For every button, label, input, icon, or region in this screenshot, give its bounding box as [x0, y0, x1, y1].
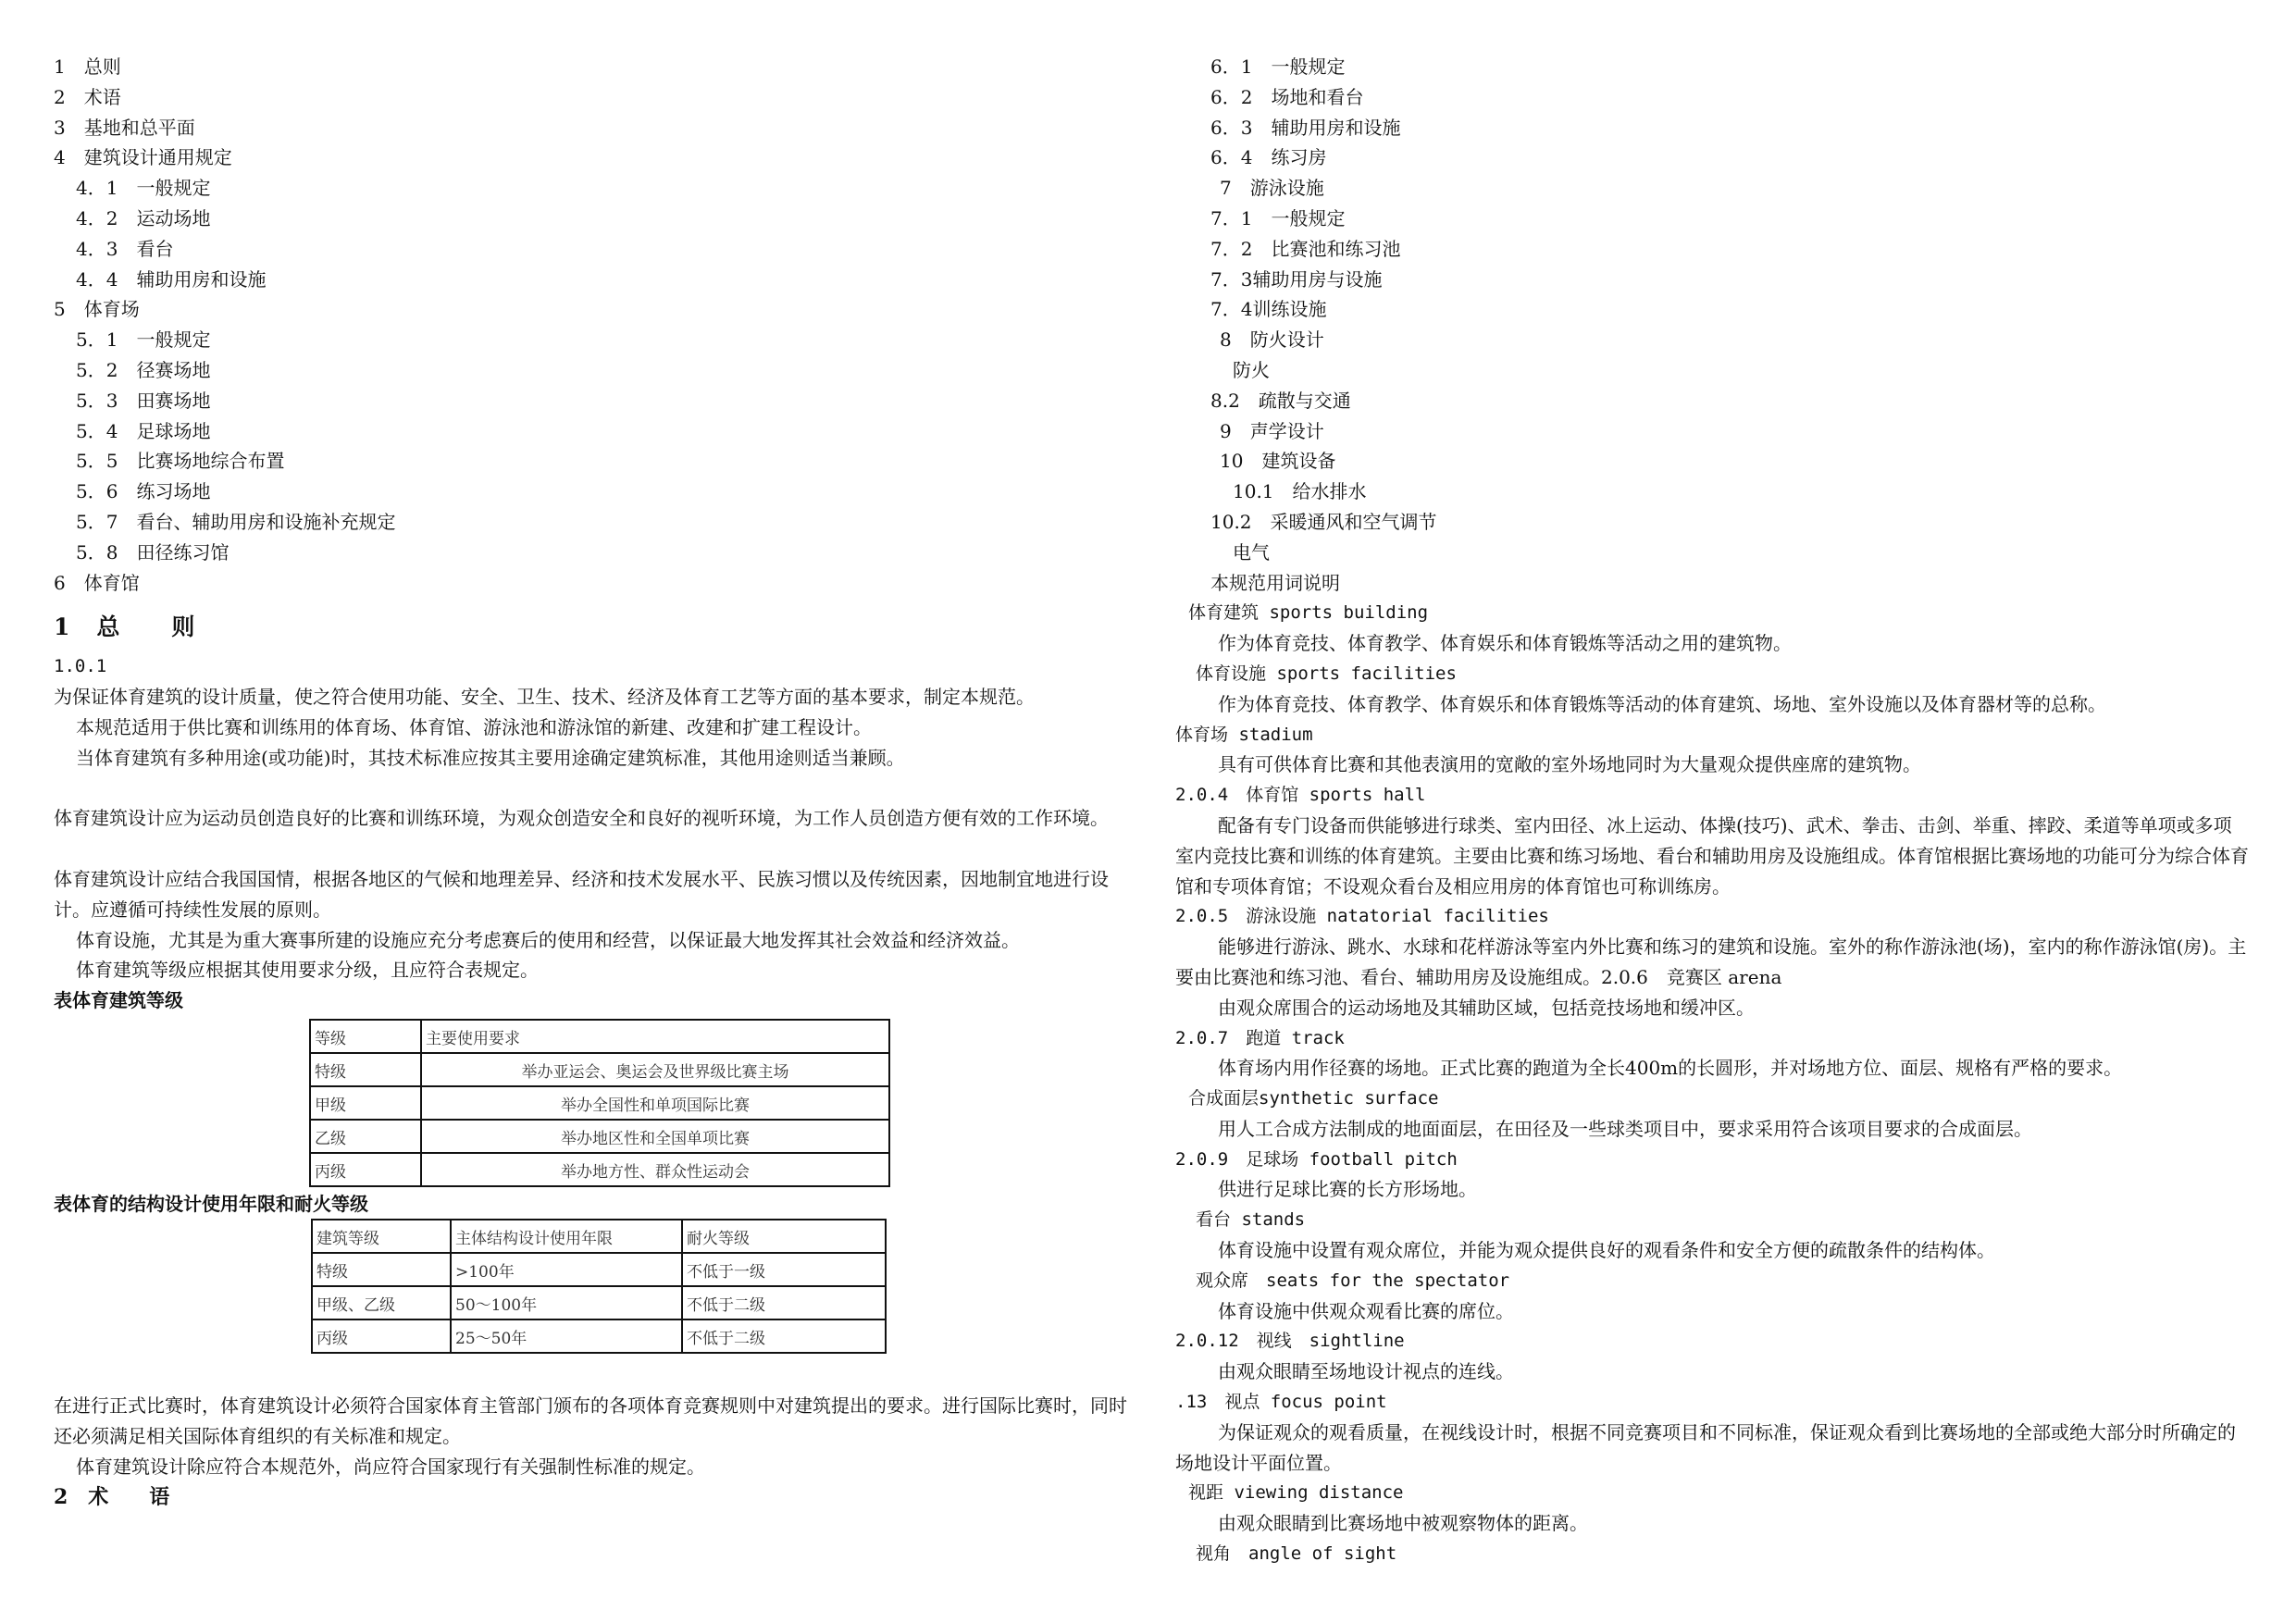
structure-life-table: [311, 1219, 887, 1354]
toc-entry: 5．5 比赛场地综合布置: [76, 450, 285, 473]
term-heading: 合成面层synthetic surface: [1188, 1088, 1439, 1109]
toc-entry: 4．3 看台: [76, 237, 174, 260]
table-row: [312, 1286, 886, 1319]
toc-entry: 8 防火设计: [1220, 328, 1324, 352]
toc-entry: 7 游泳设施: [1220, 177, 1324, 200]
term-heading: 体育建筑 sports building: [1188, 602, 1429, 624]
term-definition: 由观众席围合的运动场地及其辅助区域，包括竞技场地和缓冲区。: [1218, 996, 1755, 1019]
table-cell: 甲级: [310, 1086, 421, 1120]
toc-entry: 7．4训练设施: [1210, 298, 1327, 321]
term-heading: 2.0.5 游泳设施 natatorial facilities: [1175, 906, 1549, 927]
table-cell: 25～50年: [451, 1319, 682, 1353]
term-definition: 配备有专门设备而供能够进行球类、室内田径、冰上运动、体操(技巧)、武术、拳击、击剑、举重、摔跤、柔道等单项或多项室内竞技比赛和训练的体育建筑。主要由比赛和练习场地、看台和辅助用房及设施组成。体育馆根据比赛场地的功能可分为综合体育馆和专项体育馆；不设观众看台及相应用房的体育馆也可称训练房。: [1175, 813, 2249, 898]
toc-entry: 7．3辅助用房与设施: [1210, 267, 1383, 291]
toc-entry: 6．3 辅助用房和设施: [1210, 116, 1401, 139]
table-cell: 举办地区性和全国单项比赛: [421, 1120, 889, 1153]
terms-list: [1175, 598, 2249, 1569]
term-definition: 能够进行游泳、跳水、水球和花样游泳等室内外比赛和练习的建筑和设施。室外的称作游泳池(场)，室内的称作游泳馆(房)。主要由比赛池和练习池、看台、辅助用房及设施组成。2.0.6 竞赛区 arena: [1175, 935, 2247, 988]
term-heading: 体育设施 sports facilities: [1196, 663, 1457, 684]
table-header-row: [312, 1220, 886, 1253]
table-row: [310, 1120, 889, 1153]
table-of-contents: [54, 52, 1129, 598]
table-row: [310, 1086, 889, 1120]
toc-entry: 本规范用词说明: [1210, 571, 1340, 594]
table-cell: 特级: [310, 1053, 421, 1086]
table-header-row: [310, 1020, 889, 1053]
table-cell: 丙级: [312, 1319, 451, 1353]
toc-entry: 6．4 练习房: [1210, 146, 1327, 169]
paragraph: 体育建筑设计除应符合本规范外，尚应符合国家现行有关强制性标准的规定。: [76, 1455, 705, 1478]
toc-entry: 5．4 足球场地: [76, 419, 211, 442]
toc-entry: 10 建筑设备: [1220, 450, 1336, 473]
term-definition: 作为体育竞技、体育教学、体育娱乐和体育锻炼等活动之用的建筑物。: [1218, 632, 1792, 655]
table-cell: 举办全国性和单项国际比赛: [421, 1086, 889, 1120]
table-caption: 表体育的结构设计使用年限和耐火等级: [54, 1193, 368, 1216]
paragraph: 当体育建筑有多种用途(或功能)时，其技术标准应按其主要用途确定建筑标准，其他用途则适当兼顾。: [76, 746, 905, 769]
term-heading: 看台 stands: [1196, 1209, 1306, 1231]
toc-entry: 5．1 一般规定: [76, 328, 211, 352]
table-caption: 表体育建筑等级: [54, 989, 183, 1012]
toc-entry: 10.1 给水排水: [1233, 480, 1367, 503]
term-heading: 2.0.4 体育馆 sports hall: [1175, 785, 1426, 806]
paragraph: 体育建筑设计应结合我国国情，根据各地区的气候和地理差异、经济和技术发展水平、民族习惯以及传统因素，因地制宜地进行设计。应遵循可持续性发展的原则。: [54, 867, 1109, 921]
toc-entry: 8.2 疏散与交通: [1210, 389, 1351, 412]
table-cell: 特级: [312, 1253, 451, 1286]
table-header-cell: 主要使用要求: [421, 1020, 889, 1053]
toc-entry: 5 体育场: [54, 298, 140, 321]
term-definition: 体育场内用作径赛的场地。正式比赛的跑道为全长400m的长圆形，并对场地方位、面层、规格有严格的要求。: [1218, 1057, 2123, 1080]
table-cell: 乙级: [310, 1120, 421, 1153]
table-cell: 举办亚运会、奥运会及世界级比赛主场: [421, 1053, 889, 1086]
toc-entry: 2 术语: [54, 85, 121, 108]
chapter-1-title: 1 总 则: [54, 613, 197, 641]
term-heading: .13 视点 focus point: [1175, 1392, 1387, 1413]
toc-entry: 防火: [1233, 358, 1270, 381]
table-cell: >100年: [451, 1253, 682, 1286]
toc-entry: 5．2 径赛场地: [76, 358, 211, 381]
table-cell: 50～100年: [451, 1286, 682, 1319]
paragraph: 体育建筑等级应根据其使用要求分级，且应符合表规定。: [76, 959, 539, 982]
table-row: [310, 1153, 889, 1186]
term-heading: 视距 viewing distance: [1188, 1482, 1404, 1504]
toc-entry: 5．7 看台、辅助用房和设施补充规定: [76, 510, 396, 533]
paragraph: 体育建筑设计应为运动员创造良好的比赛和训练环境，为观众创造安全和良好的视听环境，为工作人员创造方便有效的工作环境。: [54, 807, 1109, 830]
term-definition: 供进行足球比赛的长方形场地。: [1218, 1178, 1477, 1201]
table-header-cell: 主体结构设计使用年限: [451, 1220, 682, 1253]
toc-entry: 6．2 场地和看台: [1210, 85, 1364, 108]
paragraph: 为保证体育建筑的设计质量，使之符合使用功能、安全、卫生、技术、经济及体育工艺等方面的基本要求，制定本规范。: [54, 686, 1035, 709]
term-definition: 为保证观众的观看质量，在视线设计时，根据不同竞赛项目和不同标准，保证观众看到比赛场地的全部或绝大部分时所确定的场地设计平面位置。: [1175, 1420, 2236, 1474]
table-header-cell: 等级: [310, 1020, 421, 1053]
table-cell: 举办地方性、群众性运动会: [421, 1153, 889, 1186]
toc-entry: 4．2 运动场地: [76, 206, 211, 229]
term-heading: 2.0.12 视线 sightline: [1175, 1331, 1405, 1352]
paragraph: 在进行正式比赛时，体育建筑设计必须符合国家体育主管部门颁布的各项体育竞赛规则中对建筑提出的要求。进行国际比赛时，同时还必须满足相关国际体育组织的有关标准和规定。: [54, 1394, 1127, 1447]
table-cell: 不低于二级: [682, 1286, 886, 1319]
term-definition: 用人工合成方法制成的地面面层，在田径及一些球类项目中，要求采用符合该项目要求的合成面层。: [1218, 1117, 2032, 1140]
toc-entry: 4 建筑设计通用规定: [54, 146, 232, 169]
table-row: [312, 1319, 886, 1353]
building-grade-table: [309, 1019, 890, 1187]
toc-entry: 5．8 田径练习馆: [76, 540, 230, 564]
term-heading: 2.0.7 跑道 track: [1175, 1027, 1345, 1048]
toc-entry: 1 总则: [54, 56, 121, 78]
toc-entry: 9 声学设计: [1220, 419, 1324, 442]
term-heading: 体育场 stadium: [1175, 724, 1313, 745]
term-definition: 由观众眼睛至场地设计视点的连线。: [1218, 1360, 1514, 1383]
table-of-contents: [1175, 52, 2249, 598]
toc-entry: 7．1 一般规定: [1210, 206, 1346, 229]
term-definition: 体育设施中设置有观众席位，并能为观众提供良好的观看条件和安全方便的疏散条件的结构体。: [1218, 1239, 1995, 1262]
term-heading: 视角 angle of sight: [1196, 1543, 1397, 1565]
toc-entry: 电气: [1233, 540, 1270, 564]
table-header-cell: 建筑等级: [312, 1220, 451, 1253]
toc-entry: 4．4 辅助用房和设施: [76, 267, 267, 291]
term-heading: 2.0.9 足球场 football pitch: [1175, 1148, 1458, 1170]
toc-entry: 3 基地和总平面: [54, 116, 195, 139]
table-cell: 不低于一级: [682, 1253, 886, 1286]
table-cell: 丙级: [310, 1153, 421, 1186]
term-definition: 具有可供体育比赛和其他表演用的宽敞的室外场地同时为大量观众提供座席的建筑物。: [1218, 753, 1921, 776]
term-definition: 由观众眼睛到比赛场地中被观察物体的距离。: [1218, 1512, 1588, 1535]
toc-entry: 6 体育馆: [54, 571, 140, 594]
table-row: [310, 1053, 889, 1086]
toc-entry: 7．2 比赛池和练习池: [1210, 237, 1401, 260]
toc-entry: 10.2 采暖通风和空气调节: [1210, 510, 1437, 533]
term-definition: 作为体育竞技、体育教学、体育娱乐和体育锻炼等活动的体育建筑、场地、室外设施以及体育器材等的总称。: [1218, 692, 2106, 715]
table-cell: 不低于二级: [682, 1319, 886, 1353]
toc-entry: 6．1 一般规定: [1210, 56, 1346, 78]
term-definition: 体育设施中供观众观看比赛的席位。: [1218, 1299, 1514, 1322]
table-cell: 甲级、乙级: [312, 1286, 451, 1319]
paragraph: 本规范适用于供比赛和训练用的体育场、体育馆、游泳池和游泳馆的新建、改建和扩建工程设计。: [76, 715, 872, 738]
clause-number: 1.0.1: [54, 656, 107, 677]
toc-entry: 5．3 田赛场地: [76, 389, 211, 412]
table-header-cell: 耐火等级: [682, 1220, 886, 1253]
term-heading: 观众席 seats for the spectator: [1196, 1270, 1510, 1291]
toc-entry: 4．1 一般规定: [76, 177, 211, 200]
toc-entry: 5．6 练习场地: [76, 480, 211, 503]
left-column: [54, 52, 1129, 1512]
table-row: [312, 1253, 886, 1286]
right-column: [1175, 52, 2249, 1569]
paragraph: 体育设施，尤其是为重大赛事所建的设施应充分考虑赛后的使用和经营，以保证最大地发挥其社会效益和经济效益。: [76, 928, 1020, 951]
chapter-2-title: 2 术 语: [54, 1484, 170, 1509]
